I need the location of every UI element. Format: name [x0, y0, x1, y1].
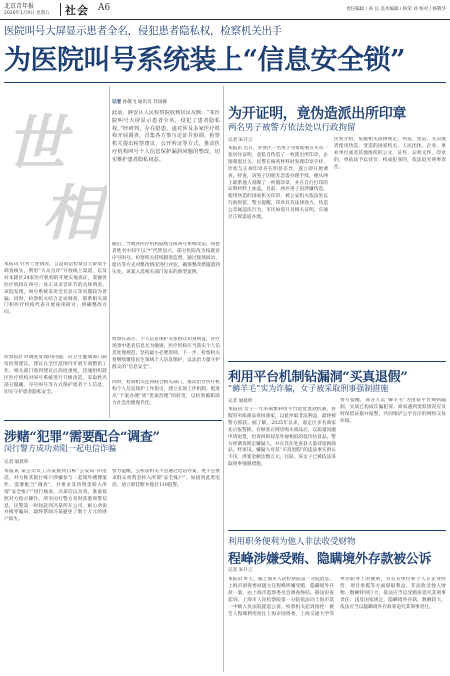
masthead — [0, 0, 450, 20]
article4-byline: 记者 屠晨昕 — [4, 460, 29, 465]
headline-rule — [4, 82, 446, 83]
article5-top-rule — [228, 530, 446, 531]
article3-title: 利用平台机制钻漏洞“买真退假” — [228, 370, 408, 385]
article1-intro: 此前，静安区人民检察院收到居民反映：“某医院叫号大屏显示患者全名，侵犯了患者隐私权。”经研判，存在隐患，遂对涉及多家医疗机构开展调查，召集各方参与论证并协调、检察机关提出检察建议，公开听证等方式，推动医疗机构叫号个人信息保护漏洞问题的整改，切实维护患者隐私权益。 — [112, 110, 220, 163]
column-divider-1 — [109, 86, 110, 418]
column-divider-3 — [223, 420, 224, 672]
article5-byline: 记者 朱开云 — [228, 568, 253, 573]
decor-char-2: 相 — [42, 179, 102, 249]
column-divider-2 — [223, 86, 224, 418]
article2-subtitle: 两名男子被警方依法处以行政拘留 — [228, 123, 356, 133]
top-headline: 为医院叫号系统装上“信息安全锁” — [4, 45, 406, 76]
article1-body-col1: 本报讯 针对上述情况，公益诉讼检察官立即着手调查核实，利用“大众点评”开放线上渠道，以及对本辖区24家医疗机构的开展实地查证，掌握各医疗机构在叫号、显示及录音环节的具体情况。该院发现，叫号系统采用全名显示等问题较为普遍。同时，检察机关结合走访调查，联系相关部门和医疗机构代表开展座谈研讨，明确整改方向。 — [4, 262, 107, 316]
article1-body-col2c: 同时，检察机关还将联合相关部门，推动出台医疗机构个人信息保护工作指引，建立长效工作机制，促进从“个案办理”到“类案治理”的转变，以检察履职助力社会治理现代化。 — [112, 380, 220, 406]
article3-byline: 记者 屠晨昕 — [228, 399, 253, 404]
article1-byline-label: 记者 — [112, 100, 122, 105]
article1-body-col1b: 检察院针对调查发现的问题，向卫生健康部门制发检察建议，建议在全区范围内开展专项整治工作。相关部门收到建议后高度重视，迅速组织辖区医疗机构对叫号系统进行升级改造，采取姓名部分隐藏、序号叫号等方式保护患者个人信息，切实守护患者隐私安全。 — [4, 355, 107, 395]
article3-body-col1: 本报讯 女子一年来频繁利用平台退货退款机制，将假冒劣质商品寄回商家，以此牟取非法利益，最终被警方抓获。据了解，2025年以来，嘉定区多名商家先后报警称，有顾客在网店购买商品后，以质量问题申请退货，但寄回的却是外观相似的低价仿冒品。警方经调查锁定嫌疑人，并在其住处查获大量待退换商品。经审讯，嫌疑人对其“买真退假”的违法事实供认不讳，涉案金额达数万元。目前，该女子已被依法采取刑事强制措施。 — [228, 407, 336, 468]
article4-body-col2: 警方提醒，公检法机关不会通过电话办案，更不会要求群众将资金转入所谓“安全账户”。如接到此类电话，请立即挂断并拨打110报警。 — [112, 469, 220, 488]
top-subheadline: 医院叫号大屏显示患者全名，侵犯患者隐私权，检察机关出手 — [4, 25, 283, 37]
paper-name: 北京青年报 — [4, 3, 35, 10]
decorative-calligraphy — [4, 86, 107, 256]
article2-body-col2: 民警介绍，依据相关法律规定，伪造、变造、买卖或者使用伪造、变造的国家机关、人民团体、企业、事业单位或者其他组织的公文、证件、证明文件、印章的，将依法予以处罚；构成犯罪的，依法追究刑事责任。 — [334, 137, 446, 170]
article5-title: 程峰涉嫌受贿、隐瞒境外存款被公诉 — [228, 552, 432, 567]
decor-char-1: 世 — [6, 109, 66, 179]
article4-body-col1: 本报讯 某公司员工冯某接到自称“公安局”的电话，对方称其银行账户涉嫌参与一起境外赌博案件，需要配合“调查”，并要求其将资金转入所谓“安全账户”进行核查。冯某信以为真，准备按照对方指示操作。所幸闵行警方及时获悉预警信息，民警第一时间赶到冯某所在公司，耐心劝说并揭穿骗局，最终帮助冯某避免了数十万元的财产损失。 — [4, 469, 107, 523]
article1-body-col2b: 检察官表示，个人信息保护关系群众切身利益，医疗场景中患者信息尤为敏感，医疗机构应当落实个人信息处理规范，坚持最小必要原则。下一步，检察机关将继续聚焦民生领域个人信息保护，以法治力量守护群众的“信息安全”。 — [112, 337, 220, 370]
article4-title: 涉赌“犯罪”需要配合“调查” — [4, 430, 160, 445]
article1-byline — [112, 99, 167, 105]
editors-credit: 责任编辑 / 孙 岳 美术编辑 / 杨荣 刘 校对 / 杨敬华 — [346, 7, 446, 12]
masthead-divider — [60, 3, 61, 16]
page-number: A6 — [98, 3, 111, 13]
article3-body-col2: 警方提醒，部分人以“薅羊毛”为由钻平台规则漏洞，实质已构成诈骗犯罪。商家遇到类似情况应及时保留证据并报警，共同维护公平有序的网络交易环境。 — [340, 398, 446, 424]
article1-body-col2: 随后，当地各医疗机构陆续完成叫号系统改造，将患者姓名中间字以“*”代替显示，部分医院改为按就诊序号叫号。检察机关持续跟进监督，通过现场回访、暗访等方式对整改情况进行评估，确保整改措施落到实处。该案入选相关部门发布的典型案例。 — [112, 242, 220, 275]
article3-top-rule — [228, 361, 446, 362]
article4-top-rule — [4, 420, 222, 421]
article2-byline: 记者 朱开云 — [228, 138, 253, 143]
article5-subtitle: 利用职务便利为他人非法收受财物 — [228, 537, 356, 547]
section-name: 社会 — [65, 4, 89, 17]
article4-subtitle: 闵行警方成功劝阻一起电信诈骗 — [4, 444, 116, 453]
issue-date: 2026年1月9日 星期五 — [4, 11, 50, 16]
article5-body: 本报讯 昨天，据上海市人民检察院第一分院消息，上海市国资委原副主任程峰涉嫌受贿、隐瞒境外存款一案，由上海市监察委员会调查终结，移送审查起诉。上海市人民检察院第一分院依法向上海市第一中级人民法院提起公诉。检察机关起诉指控：被告人程峰利用担任上海市国资委、上海交通大学等单位职务上的便利，为有关单位和个人在企业经营、项目承揽等方面谋取利益，非法收受他人财物，数额特别巨大，依法应当以受贿罪追究其刑事责任；违反国家规定，隐瞒境外存款，数额较大，依法应当以隐瞒境外存款罪追究其刑事责任。 — [228, 577, 446, 617]
article2-title: 为开证明，竟伪造派出所印章 — [228, 106, 407, 122]
article1-byline-names: 孙敬飞 通讯员 苏国樑 — [122, 100, 167, 105]
article3-subtitle: “薅羊毛”实为诈骗，女子被采取刑事强制措施 — [228, 384, 389, 393]
article2-body-col1: 本报讯 近日，奉贤区一名男子为帮助朋友开具一张居住证明，竟私自伪造了一枚派出所印章，企图蒙混过关。民警在核查材料时发现印章字样、形状与正规印章存在明显差异，遂立即开展调查。经查，该男子因朋友急需办理手续，便从网上联系他人刻制了一枚假印章，并在自行打印的证明材料上加盖。目前，两名男子因涉嫌伪造、使用伪造的国家机关印章，被公安机关依法处以行政拘留。警方提醒，印章具有法律效力，伪造公章属违法行为，市民如需开具相关证明，应通过正规渠道办理。 — [228, 146, 328, 221]
